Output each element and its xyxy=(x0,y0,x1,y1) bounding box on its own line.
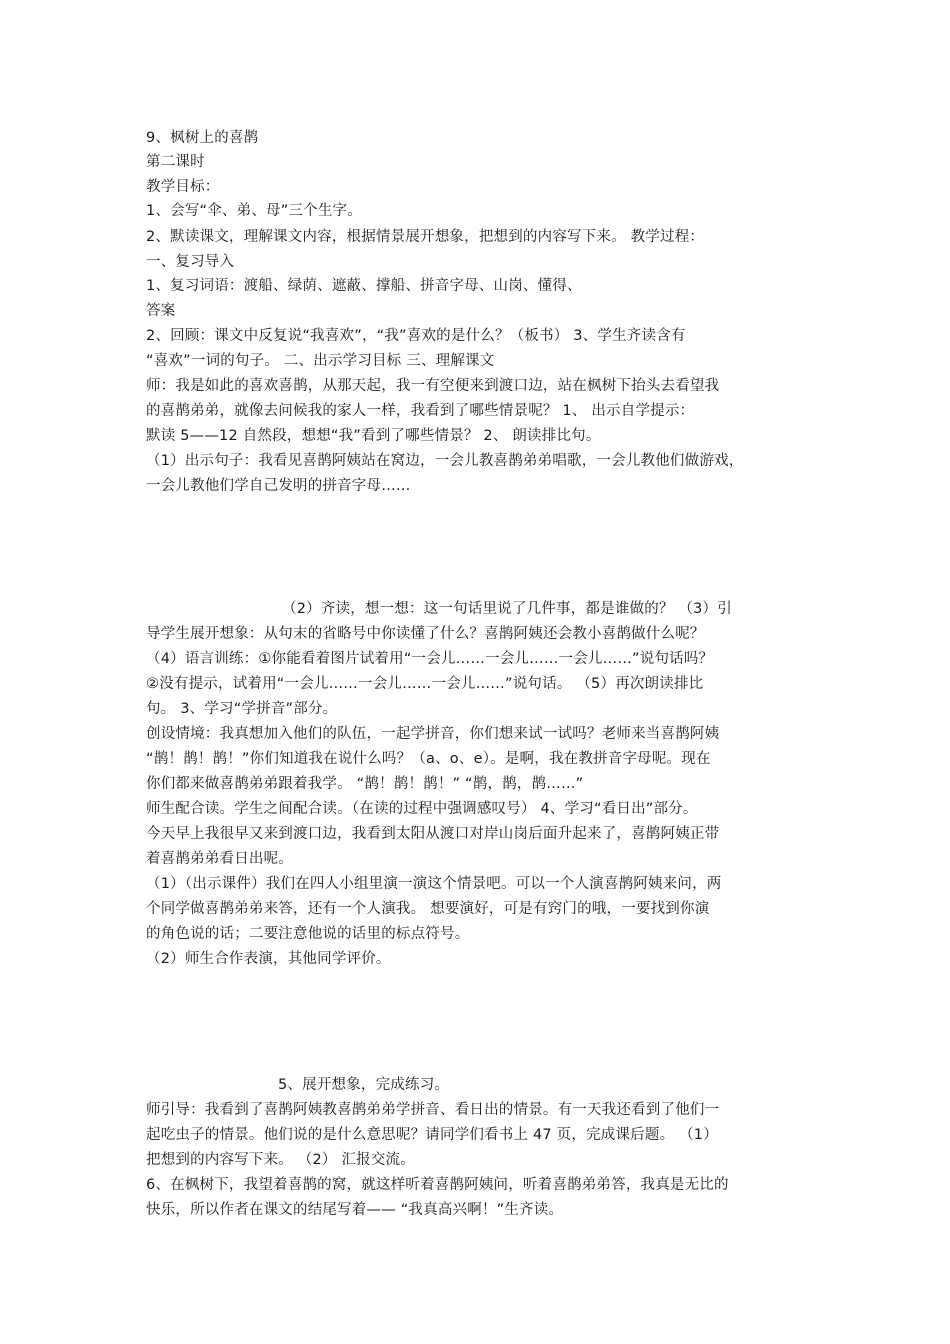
text-line: 答案 xyxy=(146,303,176,319)
lesson-period: 第二课时 xyxy=(146,154,205,170)
text-line: （2）师生合作表演，其他同学评价。 xyxy=(146,951,391,967)
text-line: 创设情境：我真想加入他们的队伍，一起学拼音，你们想来试一试吗？老师来当喜鹊阿姨 xyxy=(146,726,720,742)
text-line: 的喜鹊弟弟，就像去问候我的家人一样，我看到了哪些情景呢？ 1、 出示自学提示： xyxy=(146,403,695,419)
text-line: 5、展开想象，完成练习。 xyxy=(278,1077,450,1093)
text-line: 一会儿教他们学自己发明的拼音字母…… xyxy=(146,478,411,494)
text-line: 今天早上我很早又来到渡口边，我看到太阳从渡口对岸山岗后面升起来了，喜鹊阿姨正带 xyxy=(146,826,720,842)
text-line: “喜欢”一词的句子。 二、出示学习目标 三、理解课文 xyxy=(146,353,495,369)
text-line: 着喜鹊弟弟看日出呢。 xyxy=(146,851,293,867)
text-line: 2、回顾：课文中反复说“我喜欢”，“我”喜欢的是什么？（板书） 3、学生齐读含有 xyxy=(146,328,686,344)
text-line: 你们都来做喜鹊弟弟跟着我学。 “鹊！鹊！鹊！” “鹊，鹊，鹊……” xyxy=(146,776,584,792)
text-line: ②没有提示，试着用“一会儿……一会儿……一会儿……”说句话。 （5）再次朗读排比 xyxy=(146,676,704,692)
text-line: 6、在枫树下，我望着喜鹊的窝，就这样听着喜鹊阿姨问，听着喜鹊弟弟答，我真是无比的 xyxy=(146,1177,729,1193)
text-line: 快乐，所以作者在课文的结尾写着—— “我真高兴啊！”生齐读。 xyxy=(146,1202,564,1218)
text-line: 1、会写“伞、弟、母”三个生字。 xyxy=(146,203,362,219)
section-heading: 一、复习导入 xyxy=(146,254,235,270)
text-line: （1）（出示课件）我们在四人小组里演一演这个情景吧。可以一个人演喜鹊阿姨来问，两 xyxy=(146,876,722,892)
text-line: （4）语言训练：①你能看着图片试着用“一会儿……一会儿……一会儿……”说句话吗？ xyxy=(146,651,714,667)
text-line: 句。 3、学习“学拼音”部分。 xyxy=(146,701,338,717)
text-line: 个同学做喜鹊弟弟来答，还有一个人演我。 想要演好，可是有窍门的哦，一要找到你演 xyxy=(146,901,710,917)
text-line: （1）出示句子：我看见喜鹊阿姨站在窝边，一会儿教喜鹊弟弟唱歌，一会儿教他们做游戏， xyxy=(146,453,744,469)
text-line: “鹊！鹊！鹊！”你们知道我在说什么吗？（a、o、e）。是啊，我在教拼音字母呢。现在 xyxy=(146,751,711,767)
text-line: 默读 5——12 自然段，想想“我”看到了哪些情景？ 2、 朗读排比句。 xyxy=(146,428,601,444)
text-line: 1、复习词语：渡船、绿荫、遮蔽、撑船、拼音字母、山岗、懂得、 xyxy=(146,278,582,294)
text-line: 2、默读课文，理解课文内容，根据情景展开想象，把想到的内容写下来。 教学过程： xyxy=(146,229,705,245)
text-line: （2）齐读，想一想：这一句话里说了几件事，都是谁做的？ （3）引 xyxy=(282,601,732,617)
text-line: 的角色说的话；二要注意他说的话里的标点符号。 xyxy=(146,926,470,942)
text-line: 师引导：我看到了喜鹊阿姨教喜鹊弟弟学拼音、看日出的情景。有一天我还看到了他们一 xyxy=(146,1102,720,1118)
text-line: 导学生展开想象：从句末的省略号中你读懂了什么？喜鹊阿姨还会教小喜鹊做什么呢？ xyxy=(146,626,705,642)
text-line: 起吃虫子的情景。他们说的是什么意思呢？请同学们看书上 47 页，完成课后题。 （1） xyxy=(146,1127,718,1143)
text-line: 把想到的内容写下来。 （2） 汇报交流。 xyxy=(146,1152,415,1168)
objectives-heading: 教学目标： xyxy=(146,179,220,195)
text-line: 师：我是如此的喜欢喜鹊，从那天起，我一有空便来到渡口边，站在枫树下抬头去看望我 xyxy=(146,378,720,394)
lesson-title: 9、枫树上的喜鹊 xyxy=(146,130,259,146)
text-line: 师生配合读。学生之间配合读。（在读的过程中强调感叹号） 4、学习“看日出”部分。 xyxy=(146,801,698,817)
